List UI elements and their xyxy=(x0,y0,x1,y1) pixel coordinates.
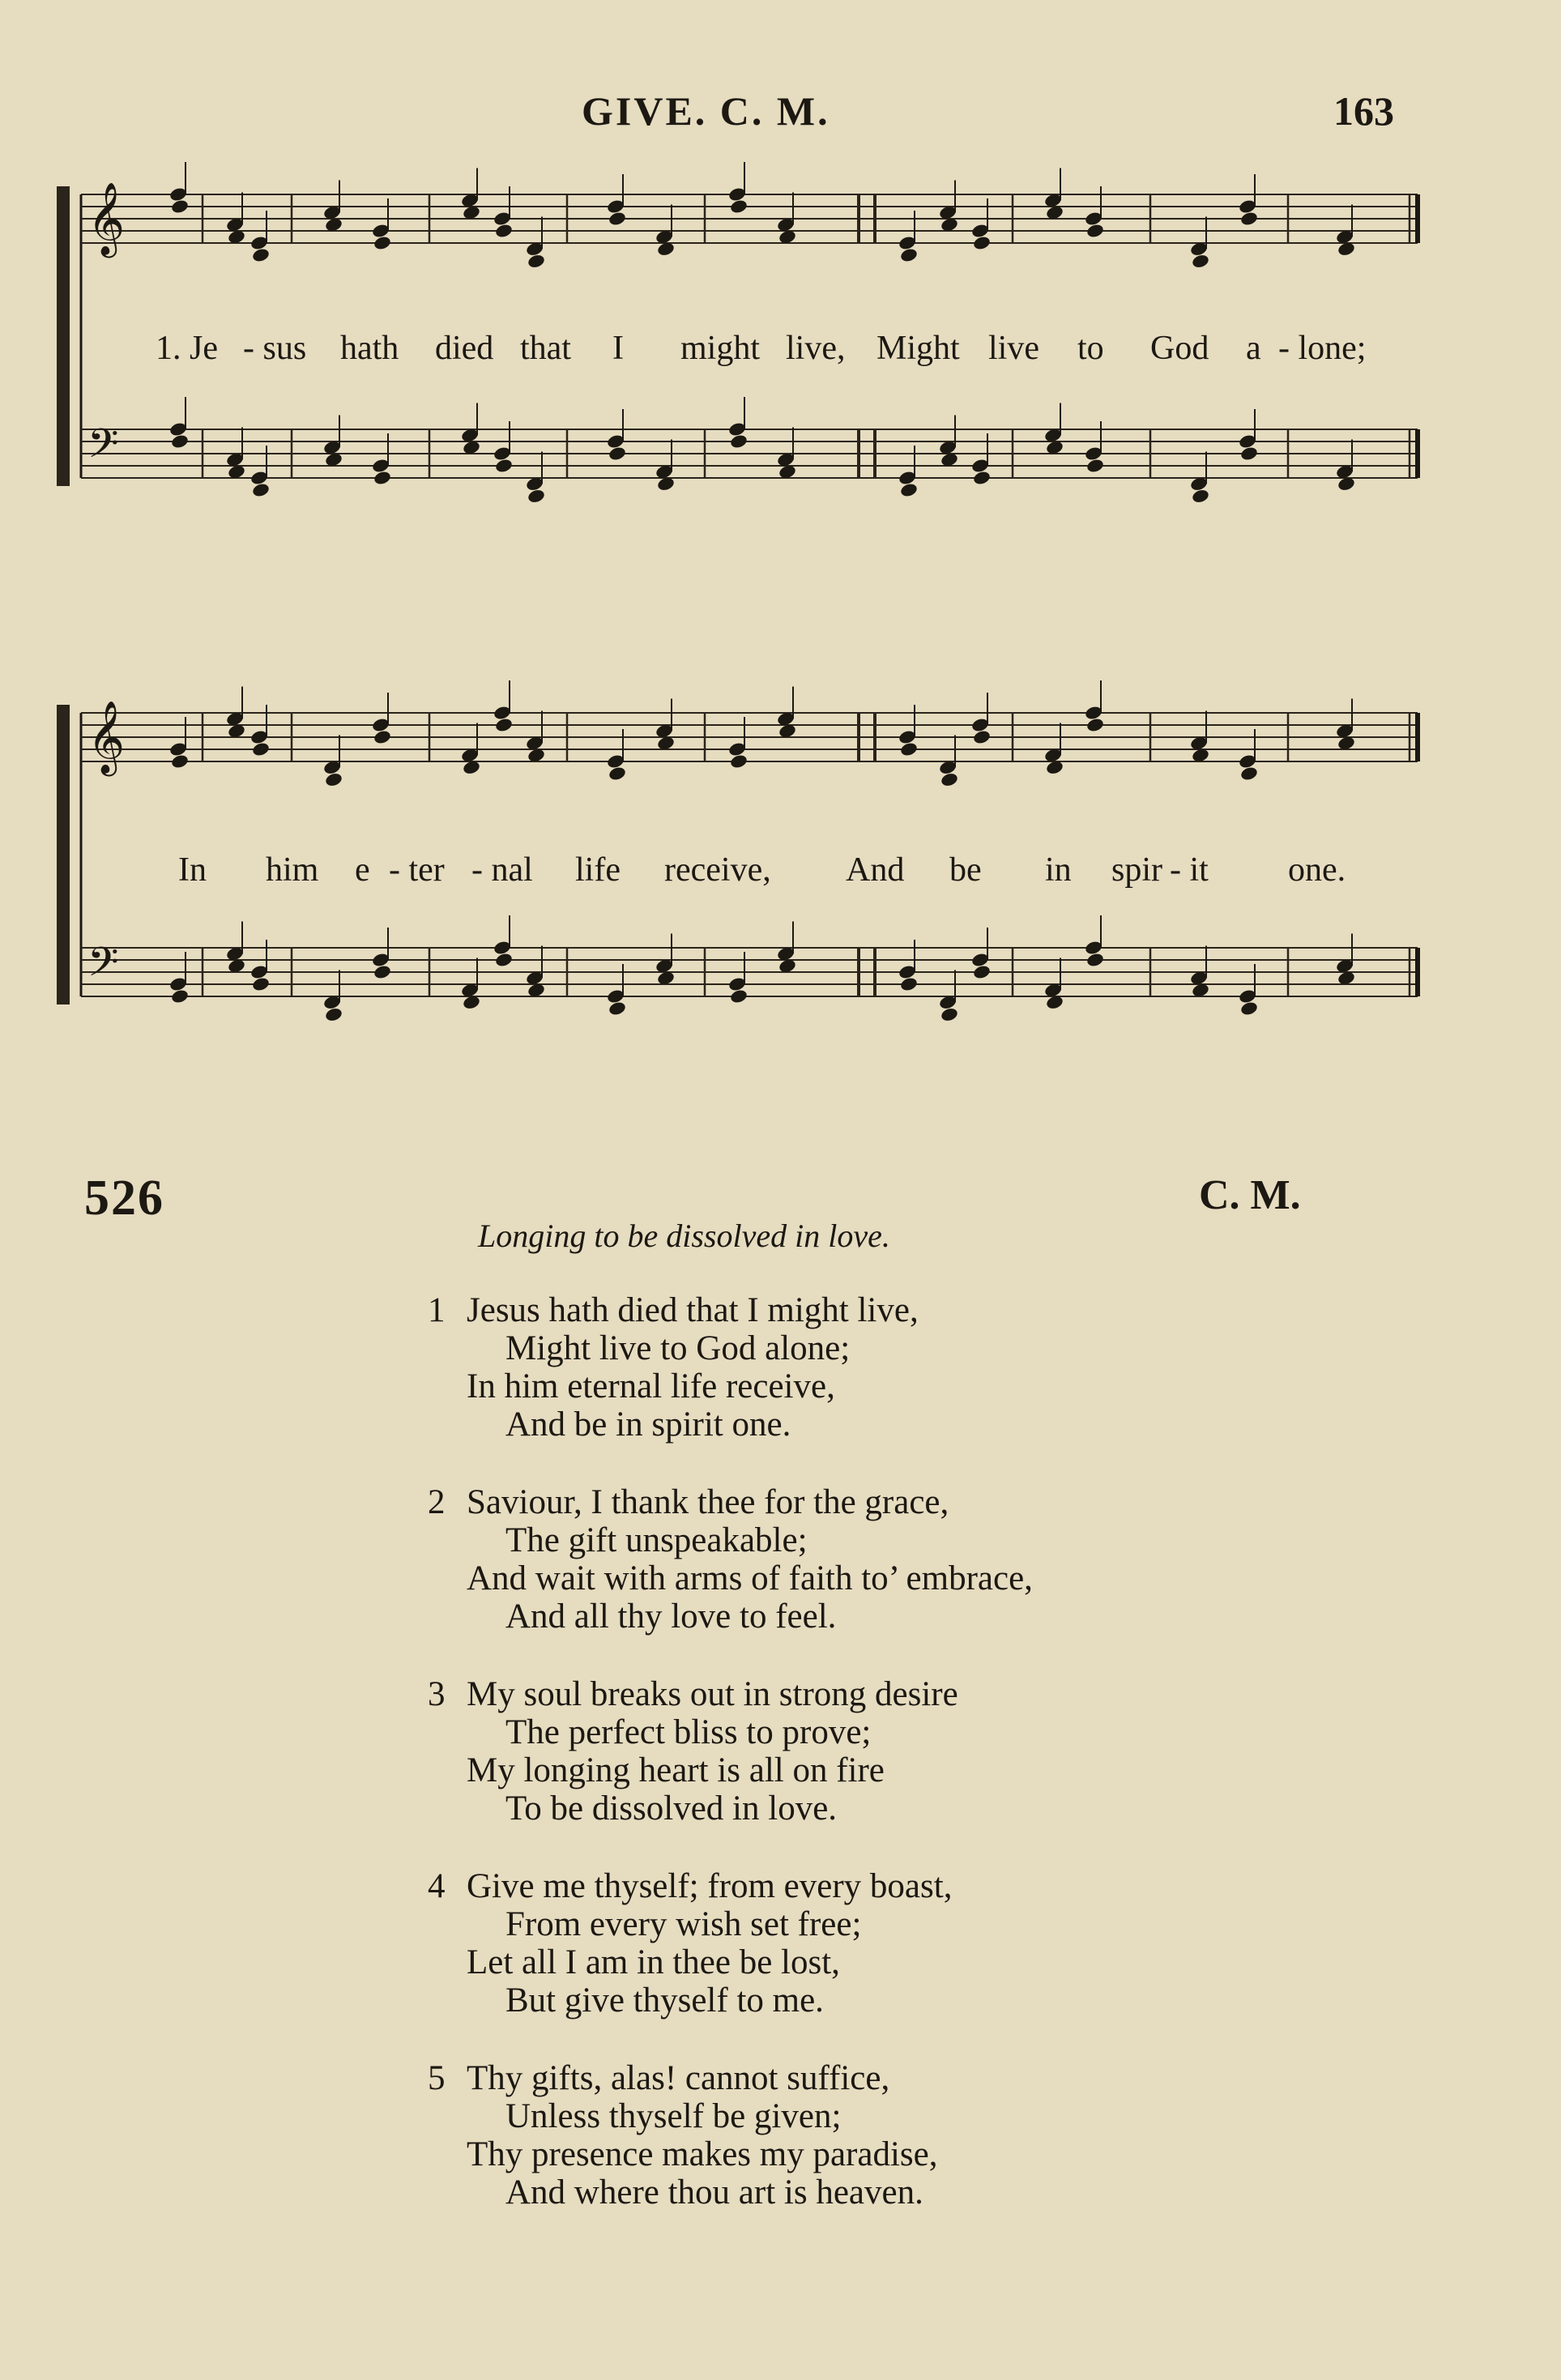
lyric-syllable: God xyxy=(1150,330,1209,367)
verse-line: To be dissolved in love. xyxy=(505,1789,838,1828)
hymn-subtitle: Longing to be dissolved in love. xyxy=(478,1218,890,1254)
note-head-icon xyxy=(608,1000,627,1017)
note-head-icon xyxy=(494,458,514,474)
note-head-icon xyxy=(1191,254,1210,270)
stanza-5 xyxy=(428,2059,1033,2212)
verse-line: Let all I am in thee be lost, xyxy=(467,1943,840,1981)
treble-staff xyxy=(81,680,1418,787)
stanza-number: 3 xyxy=(428,1675,446,1713)
note-head-icon xyxy=(494,717,514,733)
lyric-syllable: receive, xyxy=(664,851,771,889)
lyric-syllable: - nal xyxy=(471,851,533,889)
treble-clef-icon: 𝄞 xyxy=(87,701,126,774)
lyric-syllable: died xyxy=(435,330,494,367)
verse-line: Give me thyself; from every boast, xyxy=(467,1867,953,1905)
stanza-2 xyxy=(428,1483,1033,1636)
note-head-icon xyxy=(494,223,514,239)
verse-line: The gift unspeakable; xyxy=(505,1521,808,1559)
stanza-number: 4 xyxy=(428,1867,446,1905)
hymn-verses xyxy=(428,1291,1033,2251)
lyric-syllable: spir xyxy=(1111,851,1162,889)
lyric-syllable: one. xyxy=(1288,851,1346,889)
note-head-icon xyxy=(527,488,546,505)
lyric-syllable: a xyxy=(1246,330,1261,367)
note-head-icon xyxy=(608,446,627,462)
lyric-syllable: to xyxy=(1077,330,1104,367)
lyric-syllable: e xyxy=(355,851,370,889)
note-head-icon xyxy=(251,976,271,992)
verse-line: Might live to God alone; xyxy=(505,1329,851,1367)
lyric-syllable: 1. Je xyxy=(156,330,218,367)
note-head-icon xyxy=(608,211,627,227)
note-head-icon xyxy=(251,741,271,757)
verse-line: But give thyself to me. xyxy=(505,1981,824,2020)
tune-title: GIVE. C. M. xyxy=(582,88,830,134)
lyric-syllable: in xyxy=(1045,851,1072,889)
verse-line: In him eternal life receive, xyxy=(467,1367,835,1405)
lyric-syllable: live, xyxy=(786,330,846,367)
bass-clef-icon: 𝄢 xyxy=(87,939,119,996)
note-head-icon xyxy=(899,976,919,992)
stanza-number: 2 xyxy=(428,1483,446,1521)
lyric-syllable: - sus xyxy=(243,330,307,367)
note-head-icon xyxy=(494,952,514,968)
verse-line: Jesus hath died that I might live, xyxy=(467,1291,919,1329)
verse-line: The perfect bliss to prove; xyxy=(505,1713,872,1751)
lyric-syllable: be xyxy=(949,851,982,889)
verse-line: And where thou art is heaven. xyxy=(505,2173,923,2212)
verse-line: And wait with arms of faith to’ embrace, xyxy=(467,1559,1033,1597)
lyric-syllable: - lone; xyxy=(1278,330,1367,367)
note-head-icon xyxy=(940,772,959,788)
note-head-icon xyxy=(170,433,190,450)
note-head-icon xyxy=(1085,717,1105,733)
note-head-icon xyxy=(1239,211,1259,227)
page-number: 163 xyxy=(1333,88,1394,134)
verse-line: And be in spirit one. xyxy=(505,1405,791,1444)
note-head-icon xyxy=(373,729,392,745)
note-head-icon xyxy=(899,482,919,498)
verse-line: From every wish set free; xyxy=(505,1905,862,1943)
lyric-syllable: that xyxy=(520,330,571,367)
verse-line: Thy presence makes my paradise, xyxy=(467,2135,938,2173)
note-head-icon xyxy=(940,1007,959,1023)
note-head-icon xyxy=(373,964,392,980)
note-head-icon xyxy=(373,470,392,486)
note-head-icon xyxy=(373,235,392,251)
lyric-syllable: And xyxy=(846,851,905,889)
music-system-1 xyxy=(49,162,1426,551)
note-head-icon xyxy=(899,741,919,757)
note-head-icon xyxy=(1085,952,1105,968)
note-head-icon xyxy=(729,753,749,770)
lyric-syllable: I xyxy=(612,330,624,367)
verse-line: Unless thyself be given; xyxy=(505,2097,842,2135)
verse-line: Saviour, I thank thee for the grace, xyxy=(467,1483,949,1521)
note-head-icon xyxy=(729,433,749,450)
note-head-icon xyxy=(729,988,749,1004)
note-head-icon xyxy=(324,1007,343,1023)
note-head-icon xyxy=(972,964,992,980)
note-head-icon xyxy=(1239,446,1259,462)
treble-staff xyxy=(81,162,1418,269)
music-system-2 xyxy=(49,680,1426,1069)
note-head-icon xyxy=(170,988,190,1004)
lyric-syllable: live xyxy=(988,330,1039,367)
stanza-1 xyxy=(428,1291,1033,1444)
bass-staff xyxy=(81,915,1418,1022)
lyric-syllable: hath xyxy=(340,330,399,367)
note-head-icon xyxy=(527,254,546,270)
note-head-icon xyxy=(324,772,343,788)
lyric-syllable: - it xyxy=(1170,851,1209,889)
note-head-icon xyxy=(1085,223,1105,239)
stanza-3 xyxy=(428,1675,1033,1828)
note-head-icon xyxy=(1239,766,1259,782)
note-head-icon xyxy=(729,198,749,215)
bass-clef-icon: 𝄢 xyxy=(87,420,119,477)
lyric-syllable: In xyxy=(178,851,207,889)
verse-line: My soul breaks out in strong desire xyxy=(467,1675,958,1713)
note-head-icon xyxy=(170,198,190,215)
lyric-syllable: him xyxy=(266,851,319,889)
verse-line: My longing heart is all on fire xyxy=(467,1751,885,1789)
note-head-icon xyxy=(972,729,992,745)
note-head-icon xyxy=(972,235,992,251)
stanza-number: 5 xyxy=(428,2059,446,2097)
note-head-icon xyxy=(972,470,992,486)
note-head-icon xyxy=(1191,488,1210,505)
note-head-icon xyxy=(899,247,919,263)
verse-line: And all thy love to feel. xyxy=(505,1597,837,1636)
system-brace xyxy=(57,705,70,1004)
lyric-syllable: life xyxy=(575,851,621,889)
treble-clef-icon: 𝄞 xyxy=(87,182,126,255)
note-head-icon xyxy=(1085,458,1105,474)
lyric-syllable: Might xyxy=(876,330,960,367)
bass-staff xyxy=(81,397,1418,504)
hymn-meter: C. M. xyxy=(1199,1172,1301,1218)
stanza-4 xyxy=(428,1867,1033,2020)
hymn-number: 526 xyxy=(84,1171,164,1226)
stanza-number: 1 xyxy=(428,1291,446,1329)
note-head-icon xyxy=(251,482,271,498)
system-brace xyxy=(57,186,70,486)
note-head-icon xyxy=(1239,1000,1259,1017)
lyric-syllable: - ter xyxy=(389,851,445,889)
note-head-icon xyxy=(170,753,190,770)
lyric-syllable: might xyxy=(680,330,761,367)
verse-line: Thy gifts, alas! cannot suffice, xyxy=(467,2059,890,2097)
note-head-icon xyxy=(608,766,627,782)
note-head-icon xyxy=(251,247,271,263)
